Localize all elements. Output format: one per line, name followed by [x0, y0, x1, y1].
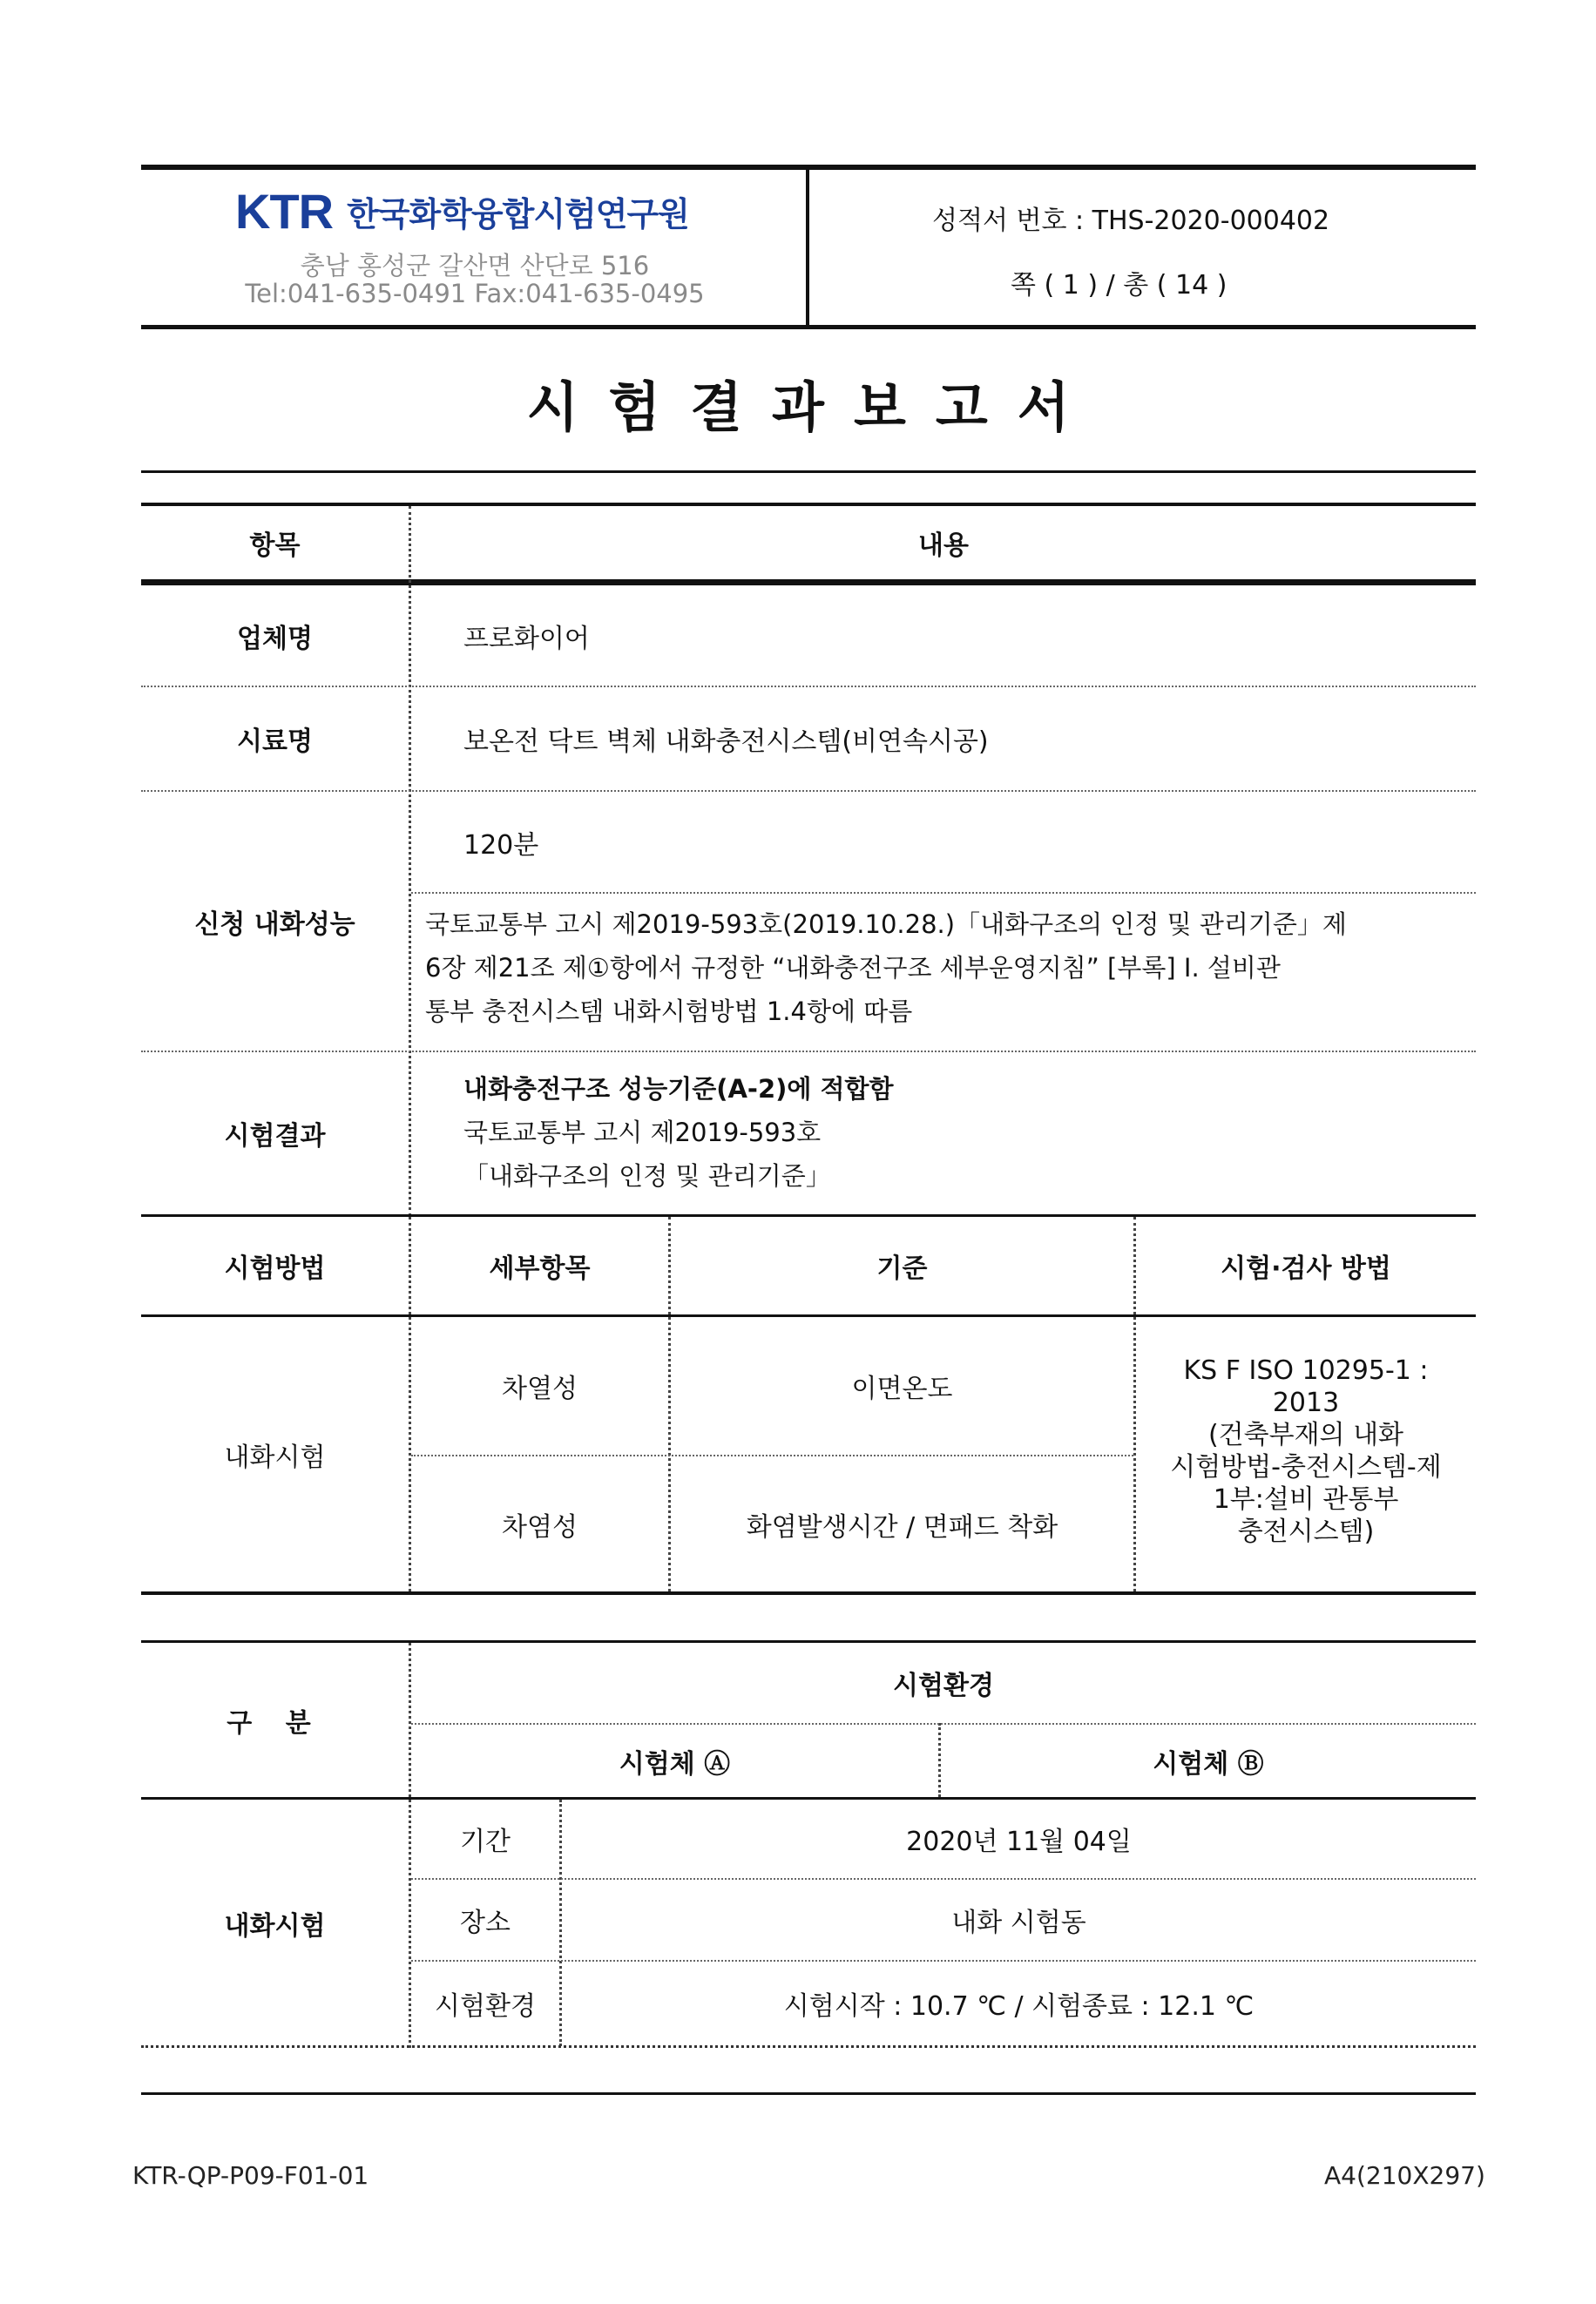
inspection-standard [1136, 1355, 1476, 1548]
company-value: 프로화이어 [463, 623, 590, 654]
result-line: 국토교통부 고시 제2019-593호 [463, 1118, 822, 1147]
inspection-line: KS F ISO 10295-1 : [1183, 1355, 1429, 1386]
inspection-line: 1부:설비 관통부 [1213, 1484, 1399, 1515]
col-header-content: 내용 [918, 530, 969, 561]
main-table-col-divider [409, 506, 411, 1216]
result-line-verdict: 내화충전구조 성능기준(A-2)에 적합함 [463, 1074, 894, 1104]
page-info: 쪽 ( 1 ) / 총 ( 14 ) [1011, 270, 1227, 301]
performance-note [425, 902, 1471, 1033]
inspection-line: (건축부재의 내화 [1207, 1420, 1404, 1450]
result-label: 시험결과 [224, 1121, 326, 1152]
criteria-back-temperature: 이면온도 [851, 1374, 953, 1404]
logo-ktr-text: KTR [235, 184, 334, 239]
col-header-detail: 세부항목 [489, 1253, 591, 1284]
inspection-line: 시험방법-충전시스템-제 [1170, 1452, 1442, 1483]
performance-note-line: 국토교통부 고시 제2019-593호(2019.10.28.)「내화구조의 인정 및 관리기준」제 [425, 909, 1347, 939]
inspection-line: 2013 [1272, 1388, 1340, 1418]
company-label: 업체명 [237, 623, 313, 654]
title-rule [141, 470, 1476, 473]
institute-tel-fax: Tel:041-635-0491 Fax:041-635-0495 [245, 279, 705, 308]
performance-note-line: 통부 충전시스템 내화시험방법 1.4항에 따름 [425, 997, 913, 1026]
performance-label: 신청 내화성능 [194, 909, 355, 940]
criteria-flame-time: 화염발생시간 / 면패드 착화 [746, 1511, 1058, 1543]
inspection-line: 충전시스템) [1237, 1517, 1375, 1547]
col-header-division: 구 분 [227, 1707, 323, 1739]
report-number-label: 성적서 번호 : [932, 206, 1085, 236]
col-header-inspection: 시험·검사 방법 [1221, 1253, 1391, 1284]
document-title: 시험결과보고서 [526, 375, 1099, 439]
sample-label: 시료명 [237, 726, 313, 757]
env-condition-value: 시험시작 : 10.7 ℃ / 시험종료 : 12.1 ℃ [783, 1991, 1254, 2022]
main-table-header-rule [141, 579, 1476, 585]
env-place-label: 장소 [460, 1908, 511, 1938]
detail-heat-insulation: 차열성 [502, 1374, 578, 1404]
footer-rule [141, 2092, 1476, 2095]
env-place-value: 내화 시험동 [951, 1908, 1086, 1938]
report-number [932, 199, 1329, 237]
detail-flame-integrity: 차염성 [502, 1511, 578, 1543]
result-line: 「내화구조의 인정 및 관리기준」 [463, 1161, 831, 1191]
form-code: KTR-QP-P09-F01-01 [132, 2161, 369, 2190]
method-table-bottom-rule [141, 1591, 1476, 1595]
result-content [463, 1067, 1457, 1198]
performance-note-line: 6장 제21조 제①항에서 규정한 “내화충전구조 세부운영지침” [부록] Ⅰ. 설비관 [425, 953, 1281, 983]
header-divider [806, 168, 809, 327]
row-divider [411, 892, 1476, 894]
sample-value: 보온전 닥트 벽체 내화충전시스템(비연속시공) [463, 726, 989, 757]
method-value: 내화시험 [224, 1442, 326, 1473]
env-condition-label: 시험환경 [435, 1991, 536, 2022]
col-header-item: 항목 [249, 530, 301, 561]
logo-institute-name: 한국화학융합시험연구원 [347, 195, 689, 233]
ktr-logo [235, 183, 689, 240]
col-header-criteria: 기준 [876, 1253, 928, 1284]
report-number-value: THS-2020-000402 [1092, 206, 1330, 236]
specimen-a: 시험체 Ⓐ [619, 1748, 731, 1780]
paper-size: A4(210X297) [1324, 2161, 1485, 2190]
institute-address: 충남 홍성군 갈산면 산단로 516 [300, 251, 650, 280]
performance-value: 120분 [463, 829, 539, 861]
fire-test-label: 내화시험 [224, 1910, 326, 1942]
env-period-value: 2020년 11월 04일 [906, 1827, 1132, 1857]
col-header-method: 시험방법 [224, 1253, 326, 1284]
col-header-environment: 시험환경 [893, 1671, 994, 1701]
specimen-b: 시험체 Ⓑ [1153, 1748, 1264, 1780]
env-table-bottom-rule [141, 2045, 1476, 2048]
env-period-label: 기간 [460, 1827, 511, 1857]
